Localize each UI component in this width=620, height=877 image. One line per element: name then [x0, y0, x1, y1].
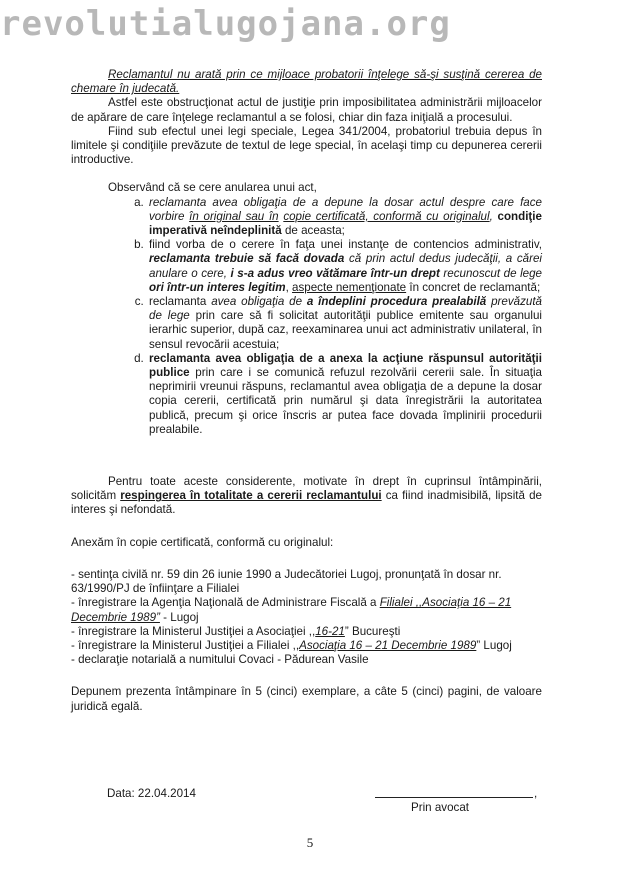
list-item-a: a. reclamanta avea obligaţia de a depune la dosar actul despre care face vorbire în original sau în copie certificată, conformă cu originalul, condiţie imperativă neîndeplinită de aceasta; — [147, 196, 542, 239]
para-conclusion: Pentru toate aceste considerente, motivate în drept în cuprinsul întâmpinării, solicităm respingerea în totalitate a cererii reclamantului ca fiind inadmisibilă, lipsită de interes şi nefondată. — [71, 475, 542, 517]
para-special-law: Fiind sub efectul unei legi speciale, Legea 341/2004, probatoriul trebuia depus în limitele şi condiţiile prevăzute de textul de lege special, în acelaşi timp cu depunerea cererii introductive. — [71, 124, 542, 167]
signature-comma: , — [534, 787, 538, 800]
document-page — [71, 68, 542, 814]
annex-item: - înregistrare la Ministerul Justiţiei a Asociaţiei ,,16-21” Bucureşti — [71, 624, 401, 638]
signature-line — [375, 797, 533, 798]
para-obstruction: Astfel este obstrucţionat actul de justiţie prin imposibilitatea administrării mijloacelor de apărare de care înţelege reclamantul a se folosi, chiar din faza iniţială a procesului. — [71, 96, 542, 124]
para-filing: Depunem prezenta întâmpinare în 5 (cinci) exemplare, a câte 5 (cinci) pagini, de valoare juridică egală. — [71, 685, 542, 713]
list-item-c: c. reclamanta avea obligaţia de a îndeplini procedura prealabilă prevăzută de lege prin care să fi solicitat autorităţii publice emitente sau organului ierarhic superior, după caz, reexaminarea unui act administrativ unilateral, în sensul revocării acestuia; — [147, 295, 542, 352]
para-no-evidence: Reclamantul nu arată prin ce mijloace probatorii înţelege să-şi susţină cererea de chemare în judecată. — [71, 68, 542, 96]
page-number: 5 — [306, 835, 314, 850]
annex-item: - declaraţie notarială a numitului Covaci - Pădurean Vasile — [71, 653, 369, 667]
annex-item: - înregistrare la Ministerul Justiţiei a Filialei ,,Asociaţia 16 – 21 Decembrie 1989” Lugoj — [71, 638, 512, 652]
signature-label: Prin avocat — [411, 801, 469, 814]
watermark: revolutialugojana.org — [0, 4, 451, 44]
annex-intro: Anexăm în copie certificată, conformă cu originalul: — [71, 535, 334, 549]
annex-item: - înregistrare la Agenţia Naţională de Administrare Fiscală a Filialei ,,Asociaţia 16 – 21 Decembrie 1989” - Lugoj — [71, 596, 512, 624]
list-item-d: d. reclamanta avea obligaţia de a anexa la acţiune răspunsul autorităţii publice prin care i se comunică refuzul rezolvării cererii sale. În situaţia neprimirii vreunui răspuns, reclamantul avea obligaţia de a depune la dosar copia cererii, certificată prin numărul şi data înregistrării la autoritatea publică, precum şi orice înscris ar putea face dovada împlinirii procedurii prealabile. — [147, 352, 542, 437]
annex-item: - sentinţa civilă nr. 59 din 26 iunie 1990 a Judecătoriei Lugoj, pronunţată în dosar nr. 63/1990/PJ de înfiinţare a Filialei — [71, 567, 502, 596]
signature-block — [71, 787, 542, 827]
para-observand: Observând că se cere anularea unui act, — [108, 181, 317, 195]
document-date: Data: 22.04.2014 — [107, 787, 196, 800]
annex-list — [71, 568, 542, 667]
list-item-b: b. fiind vorba de o cerere în faţa unei instanţe de contencios administrativ, reclamanta trebuie să facă dovada că prin actul dedus judecăţii, a cărei anulare o cere, i s-a adus vreo vătămare într-un drept recunoscut de lege ori într-un interes legitim, aspecte nemenţionate în concret de reclamantă; — [147, 238, 542, 295]
obligations-list — [71, 196, 542, 437]
